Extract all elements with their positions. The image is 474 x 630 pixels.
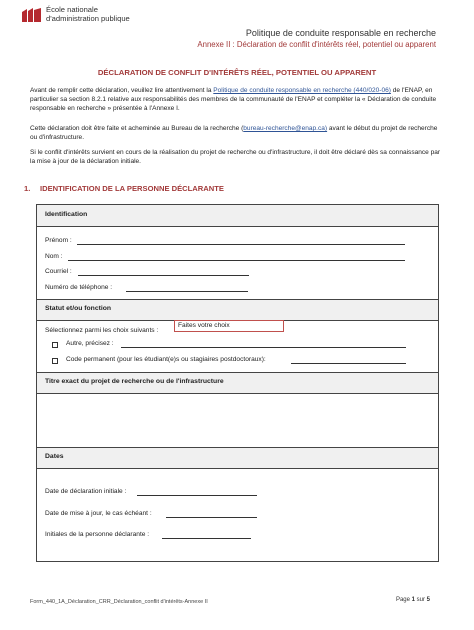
header-subtitle: Annexe II : Déclaration de conflit d'intérêts réel, potentiel ou apparent <box>197 40 436 49</box>
footer-filename: Form_440_1A_Déclaration_CRR_Déclaration_conflit d'intérêts-Annexe II <box>30 599 208 605</box>
page-prefix: Page <box>395 597 412 603</box>
page-total: 5 <box>426 597 430 603</box>
declarant-form <box>36 204 439 562</box>
identification-header: Identification <box>45 211 88 218</box>
initiales-label: Initiales de la personne déclarante : <box>45 531 150 538</box>
p2-text-b: avant le début du projet de recherche ou d'infrastructure. <box>30 125 438 141</box>
courriel-field[interactable] <box>78 275 249 276</box>
enap-logo <box>22 6 162 30</box>
code-checkbox[interactable] <box>52 358 58 364</box>
header-title: Politique de conduite responsable en recherche <box>245 28 436 38</box>
titre-header-row <box>37 372 438 394</box>
statut-dropdown[interactable]: Faites votre choix <box>174 320 284 332</box>
logo-text <box>46 6 130 23</box>
dates-header-row <box>37 447 438 469</box>
section-number: 1. <box>24 184 31 193</box>
enap-logo-icon <box>22 8 41 22</box>
prenom-label: Prénom : <box>45 237 72 244</box>
telephone-field[interactable] <box>126 291 248 292</box>
dates-header: Dates <box>45 453 64 460</box>
select-label: Sélectionnez parmi les choix suivants : <box>45 327 159 334</box>
statut-header: Statut et/ou fonction <box>45 305 112 312</box>
policy-link[interactable]: Politique de conduite responsable en recherche (440/020-06) <box>213 87 391 94</box>
date-maj-label: Date de mise à jour, le cas échéant : <box>45 510 152 517</box>
autre-label: Autre, précisez : <box>66 340 114 347</box>
logo-line-2: d'administration publique <box>46 13 130 23</box>
intro-paragraph-1 <box>30 86 444 113</box>
p1-text-b: de l'ENAP, en particulier sa section 8.2.1 relative aux responsabilités des membres de la communauté de l'ENAP et compléter la « Déclaration de conduite responsable en recherche » présentée à l'Annexe I. <box>30 87 437 112</box>
document-title: DÉCLARATION DE CONFLIT D'INTÉRÊTS RÉEL, POTENTIEL OU APPARENT <box>97 68 377 77</box>
prenom-field[interactable] <box>77 244 405 245</box>
page-mid: sur <box>414 597 427 603</box>
statut-header-row <box>37 299 438 321</box>
page-current: 1 <box>411 597 415 603</box>
titre-header: Titre exact du projet de recherche ou de l'infrastructure <box>45 378 224 385</box>
intro-paragraph-2 <box>30 124 444 142</box>
code-field[interactable] <box>291 363 406 364</box>
section-title: IDENTIFICATION DE LA PERSONNE DÉCLARANTE <box>40 184 224 193</box>
date-maj-field[interactable] <box>166 517 257 518</box>
p2-text-a: Cette déclaration doit être faite et acheminée au Bureau de la recherche ( <box>30 125 244 132</box>
identification-header-row <box>37 205 438 227</box>
p1-text-a: Avant de remplir cette déclaration, veuillez lire attentivement la <box>30 87 214 94</box>
autre-field[interactable] <box>121 347 406 348</box>
page-number <box>396 597 430 603</box>
logo-line-1: École nationale <box>46 5 98 14</box>
email-link[interactable]: bureau-recherche@enap.ca) <box>243 125 328 132</box>
intro-paragraph-3: Si le conflit d'intérêts survient en cours de la réalisation du projet de recherche ou d'infrastructure, il doit être déclaré dès sa connaissance par la mise à jour de la déclaration initiale. <box>30 149 441 165</box>
initiales-field[interactable] <box>162 538 251 539</box>
nom-label: Nom : <box>45 253 63 260</box>
autre-checkbox[interactable] <box>52 342 58 348</box>
date-initiale-label: Date de déclaration initiale : <box>45 488 127 495</box>
courriel-label: Courriel : <box>45 268 72 275</box>
code-label: Code permanent (pour les étudiant(e)s ou stagiaires postdoctoraux): <box>66 356 266 363</box>
nom-field[interactable] <box>68 260 405 261</box>
date-initiale-field[interactable] <box>137 495 257 496</box>
telephone-label: Numéro de téléphone : <box>45 284 113 291</box>
section-1-heading <box>24 184 224 193</box>
